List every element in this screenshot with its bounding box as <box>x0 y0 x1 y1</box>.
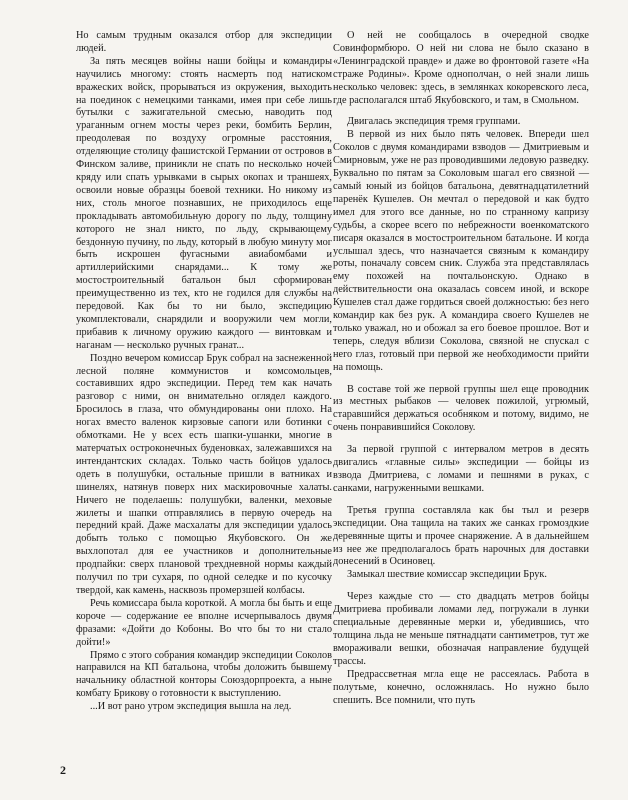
left-column <box>76 30 332 714</box>
right-column <box>333 30 589 707</box>
paragraph: ...И вот рано утром экспедиция вышла на лед. <box>90 701 292 713</box>
paragraph: Речь комиссара была короткой. А могла бы быть и еще короче — содержание ее вполне исчерпывалось двумя фразами: «Дойти до Кобоны. Во что бы то ни стало дойти!» <box>76 597 332 648</box>
paragraph: Предрассветная мгла еще не рассеялась. Работа в полутьме, конечно, осложнялась. Но нужно было спешить. Все помнили, что путь <box>333 668 589 706</box>
paragraph: Двигалась экспедиция тремя группами. <box>347 116 521 128</box>
paragraph: За первой группой с интервалом метров в десять двигались «главные силы» экспедиции — бойцы из взвода Дмитриева, с ломами и пешнями в руках, с санками, нагруженными вешками. <box>333 444 589 494</box>
paragraph: Поздно вечером комиссар Брук собрал на заснеженной лесной поляне коммунистов и комсомольцев, составивших ядро экспедиции. Перед тем как начать разговор с ними, он внимательно оглядел каждого. Бросилось в глаза, что обмундированы они плохо. На ногах вместо валенок кирзовые сапоги или ботинки с обмотками. Не у всех есть шапки-ушанки, многие в матерчатых остроконечных буденовках, залежавшихся на интендантских складах. Только часть бойцов удалось одеть в полушубки, остальные пришли в ватниках и шинелях, натянув поверх них маскировочные халаты. Ничего не поделаешь: полушубки, валенки, меховые жилеты и шапки отправлялись в первую очередь на передний край. Даже масхалаты для экспедиции удалось добыть только с помощью Якубовского. Он же выхлопотал для ее участников и дополнительные продпайки: сверх плановой трехдневной нормы каждый получил по три сухаря, по одной селедке и по кусочку твердой, как камень, насквозь промерзшей колбасы. <box>76 352 332 596</box>
paragraph: За пять месяцев войны наши бойцы и командиры научились многому: стоять насмерть под натиском вражеских войск, прорываться из окружения, выходить на поединок с немецкими танками, имея при себе лишь бутылки с зажигательной смесью, наводить под ураганным огнем мосты через реки, бомбить Берлин, преодолевая по воздуху огромные расстояния, отделяющие столицу фашистской Германии от островов в Финском заливе, приникли не спать по несколько ночей кряду или спать урывками в сырых окопах и траншеях, освоили новые образцы боевой техники. Но никому из них, столь многое познавших, не приходилось еще прокладывать автомобильную дорогу по льду, толщину которого не знал никто, по льду, скрывающему бездонную пучину, по льду, который в любую минуту мог быть искрошен фугасными авиабомбами и артиллерийскими снарядами... К тому же мостостроительный батальон был сформирован преимущественно из тех, кто не годился для службы на передовой. Как бы то ни было, экспедицию укомплектовали, снарядили и вооружили чем могли, прибавив к личному оружию каждого — винтовкам и наганам — несколько ручных гранат... <box>76 55 332 351</box>
paragraph: В составе той же первой группы шел еще проводник из местных рыбаков — человек пожилой, угрюмый, старавшийся держаться особняком и потому, видимо, не очень понравившийся Соколову. <box>333 383 589 434</box>
paragraph: Третья группа составляла как бы тыл и резерв экспедиции. Она тащила на таких же санках громоздкие деревянные щиты и прочее снаряжение. А в дальнейшем из нее же предполагалось брать нарочных для доставки донесений в Осиновец. <box>333 504 589 568</box>
page-number: 2 <box>60 763 66 777</box>
paragraph: Но самым трудным оказался отбор для экспедиции людей. <box>76 30 332 54</box>
paragraph: Через каждые сто — сто двадцать метров бойцы Дмитриева пробивали ломами лед, погружали в лунки специальные деревянные мерки и, убедившись, что толщина льда не меньше пятнадцати сантиметров, тут же вмораживали вешки, обозначая направление будущей трассы. <box>333 591 589 667</box>
paragraph: О ней не сообщалось в очередной сводке Совинформбюро. О ней ни слова не было сказано в «Ленинградской правде» и даже во фронтовой газете «На страже Родины». Кроме однополчан, о ней знали лишь несколько человек: здесь, в землянках кокоревского леса, где располагался штаб Якубовского, и там, в Смольном. <box>333 30 589 106</box>
paragraph: В первой из них было пять человек. Впереди шел Соколов с двумя командирами взводов — Дмитриевым и Смирновым, уже не раз проводившими ледовую разведку. Буквально по пятам за Соколовым шагал его связной — самый юный из бойцов батальона, девятнадцатилетний паренёк Кушелев. Он мечтал о передовой и как будто имел для этого все данные, но по странному капризу судьбы, а скорее всего по небрежности военкоматского писаря оказался в мостостроительном батальоне. И когда услышал здесь, что назначается связным к командиру роты, поначалу совсем сник. Служба эта представлялась ему похожей на почтальонскую. Однако в действительности она оказалась совсем иной, и вскоре Кушелев стал даже гордиться своей должностью: без него командир как без рук. А командира своего Кушелев не только уважал, но и обожал за его боевое прошлое. Вот и теперь, следуя вблизи Соколова, связной не спускал с него глаз, готовый при первой же необходимости прийти на помощь. <box>333 129 589 373</box>
paragraph: Прямо с этого собрания командир экспедиции Соколов направился на КП батальона, чтобы доложить бывшему начальнику областной конторы Союздорпроекта, а ныне комбату Брикову о готовности к выступлению. <box>76 649 332 700</box>
paragraph: Замыкал шествие комиссар экспедиции Брук. <box>347 569 547 581</box>
